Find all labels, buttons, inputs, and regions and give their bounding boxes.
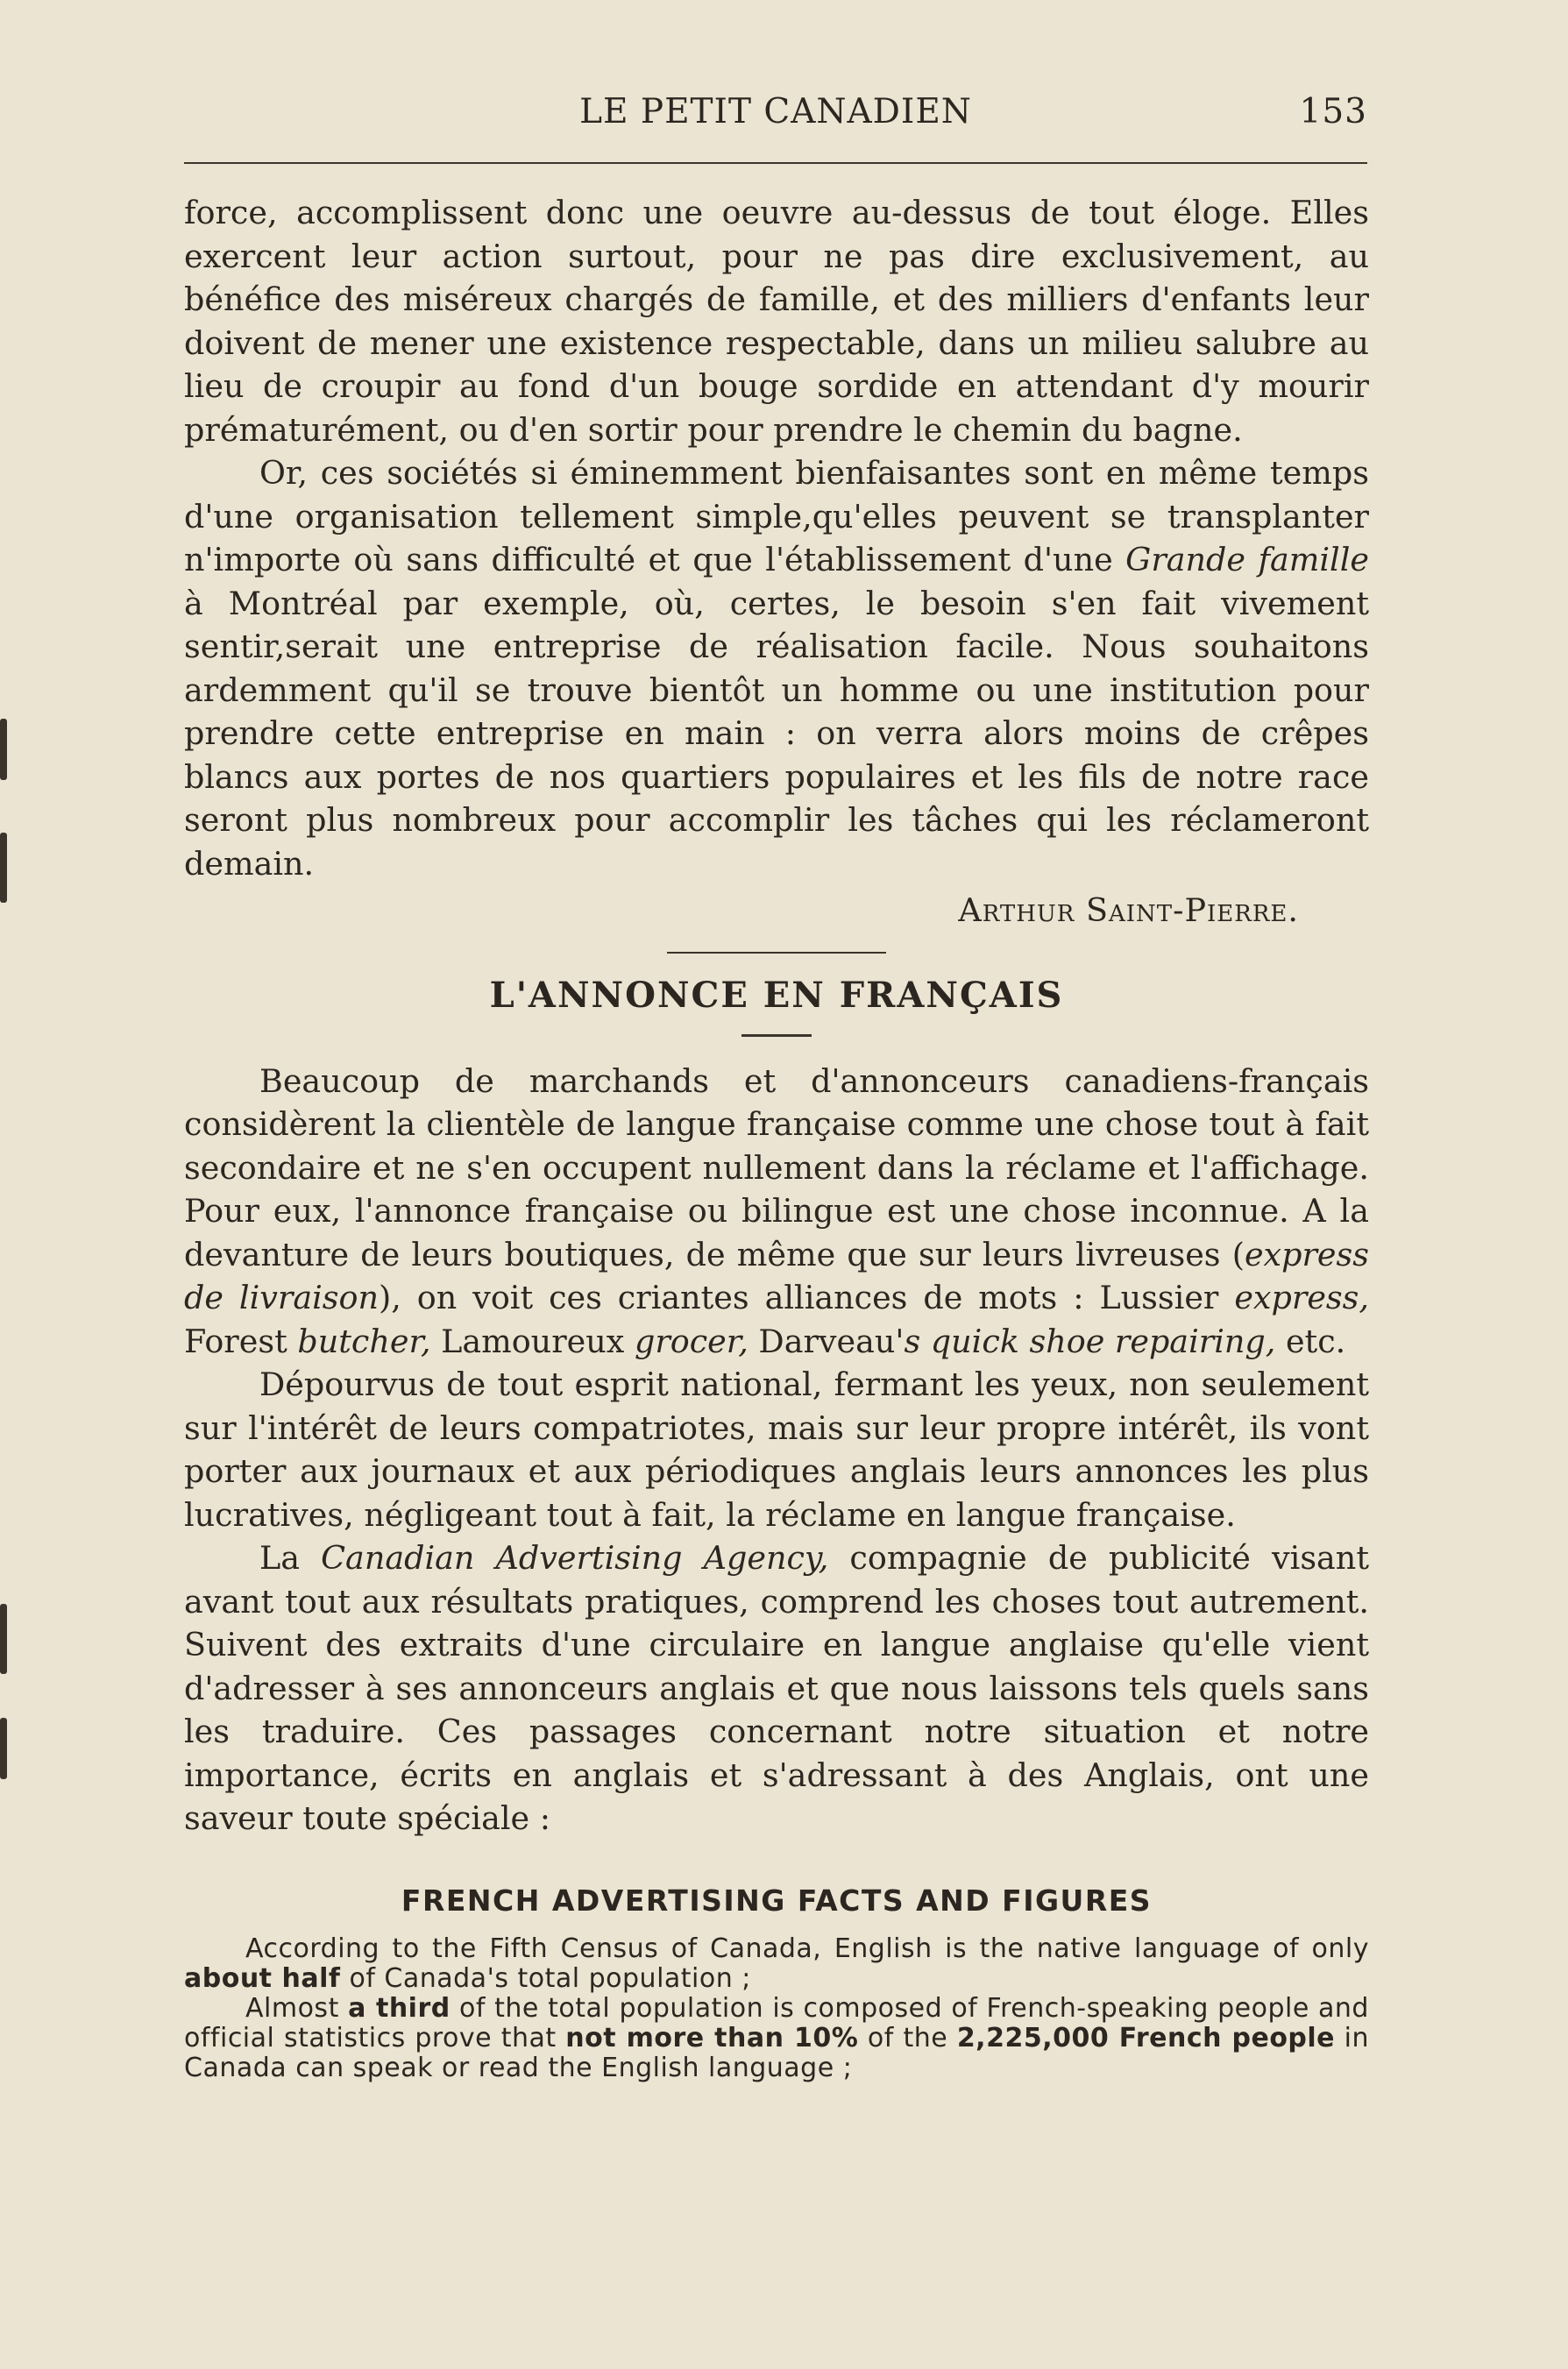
running-title: LE PETIT CANADIEN <box>579 92 972 131</box>
margin-binding-mark <box>0 1604 7 1674</box>
paragraph: La Canadian Advertising Agency, compagnie de publicité visant avant tout aux résultats pratiques, comprend les choses tout autrement. Suivent des extraits d'une circulaire en langue anglaise qu'elle vient d'adresser à ses annonceurs anglais et que nous laissons tels quels sans les traduire. Ces passages concernant notre situation et notre importance, écrits en anglais et s'adressant à des Anglais, ont une saveur toute spéciale : <box>184 1539 1369 1837</box>
italic-text: Grande famille <box>1125 541 1369 578</box>
margin-binding-mark <box>0 833 7 903</box>
author-signature: Arthur Saint-Pierre. <box>958 891 1299 929</box>
margin-binding-mark <box>0 1718 7 1779</box>
section-divider <box>667 952 886 954</box>
paragraph: Beaucoup de marchands et d'annonceurs canadiens-français considèrent la clientèle de langue française comme une chose tout à fait secondaire et ne s'en occupent nullement dans la réclame et l'affichage. Pour eux, l'annonce française ou bilingue est une chose inconnue. A la devanture de leurs boutiques, de même que sur leurs livreuses (express de livraison), on voit ces criantes alliances de mots : Lussier express, Forest butcher, Lamoureux grocer, Darveau's quick shoe repairing, etc. <box>184 1061 1369 1360</box>
article-body <box>184 191 1369 2083</box>
insert-body <box>184 1934 1369 2083</box>
paragraph: Almost a third of the total population is composed of French-speaking people and official statistics prove that not more than 10% of the 2,225,000 French people in Canada can speak or read the English language ; <box>184 1993 1369 2083</box>
paragraph: According to the Fifth Census of Canada, English is the native language of only about half of Canada's total population ; <box>184 1933 1369 1994</box>
paragraph: force, accomplissent donc une oeuvre au-dessus de tout éloge. Elles exercent leur action surtout, pour ne pas dire exclusivement, au bénéfice des miséreux chargés de famille, et des milliers d'enfants leur doivent de mener une existence respectable, dans un milieu salubre au lieu de croupir au fond d'un bouge sordide en attendant d'y mourir prématurément, ou d'en sortir pour prendre le chemin du bagne. <box>184 194 1369 449</box>
section-title: L'ANNONCE EN FRANÇAIS <box>489 974 1064 1016</box>
paragraph: Or, ces sociétés si éminemment bienfaisantes sont en même temps d'une organisation tellement simple,qu'elles peuvent se transplanter n'importe où sans difficulté et que l'établissement d'une Grande famille à Montréal par exemple, où, certes, le besoin s'en fait vivement sentir,serait une entreprise de réalisation facile. Nous souhaitons ardemment qu'il se trouve bientôt un homme ou une institution pour prendre cette entreprise en main : on verra alors moins de crêpes blancs aux portes de nos quartiers populaires et les fils de notre race seront plus nombreux pour accomplir les tâches qui les réclameront demain. <box>184 454 1369 883</box>
page-number: 153 <box>1299 92 1367 131</box>
header-rule <box>184 162 1367 164</box>
insert-title: FRENCH ADVERTISING FACTS AND FIGURES <box>401 1883 1153 1918</box>
title-underline <box>741 1034 812 1037</box>
margin-binding-mark <box>0 719 7 780</box>
paragraph: Dépourvus de tout esprit national, fermant les yeux, non seulement sur l'intérêt de leurs compatriotes, mais sur leur propre intérêt, ils vont porter aux journaux et aux périodiques anglais leurs annonces les plus lucratives, négligeant tout à fait, la réclame en langue française. <box>184 1365 1369 1534</box>
